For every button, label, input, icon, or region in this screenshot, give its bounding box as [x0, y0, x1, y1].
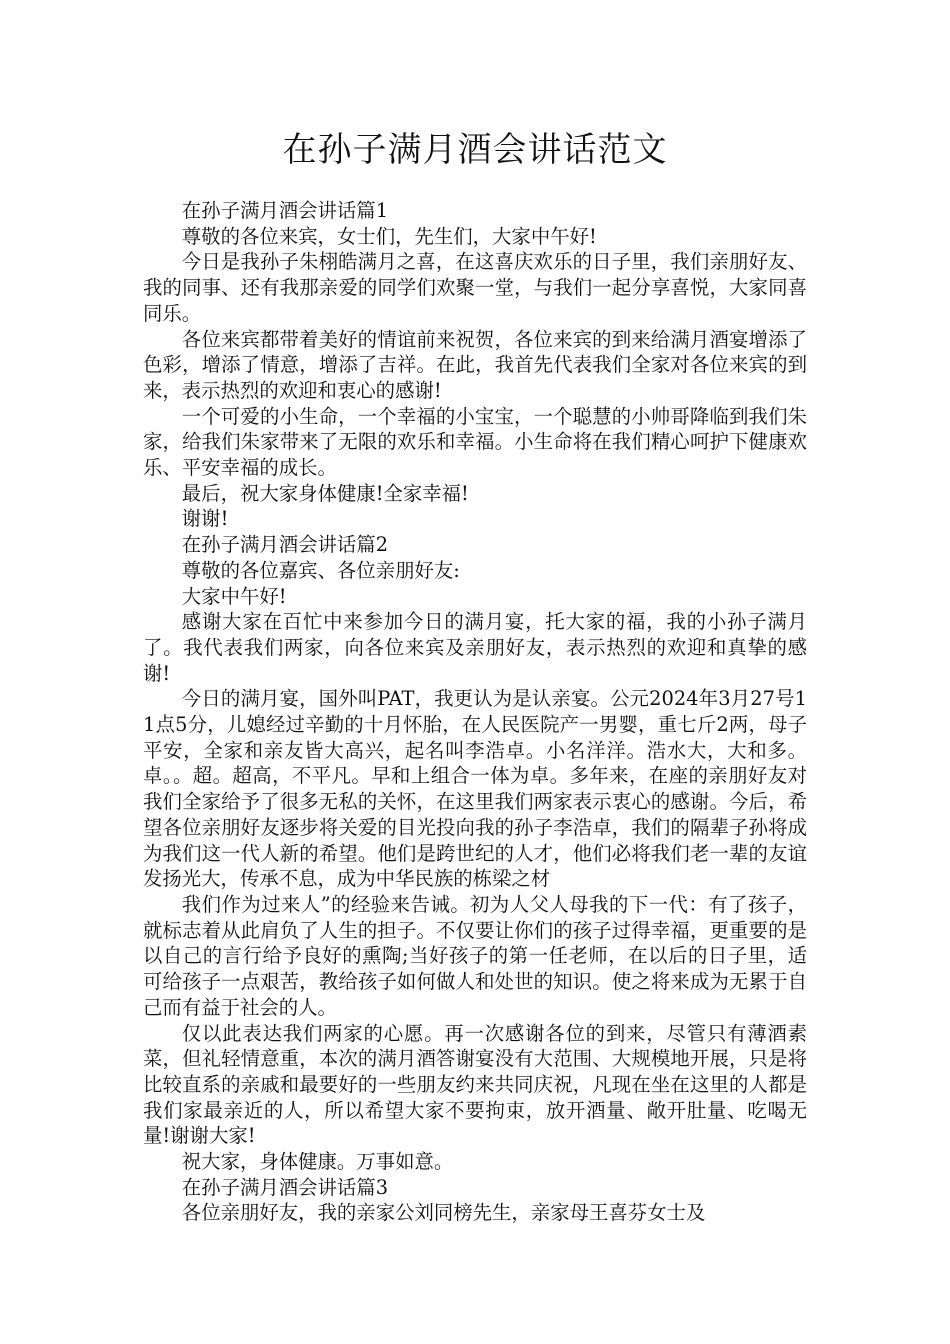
- paragraph: 感谢大家在百忙中来参加今日的满月宴，托大家的福，我的小孙子满月了。我代表我们两家，向各位来宾及亲朋好友，表示热烈的欢迎和真挚的感谢!: [143, 610, 807, 685]
- section-heading-2: 在孙子满月酒会讲话篇2: [181, 533, 389, 557]
- paragraph: 一个可爱的小生命，一个幸福的小宝宝，一个聪慧的小帅哥降临到我们朱家，给我们朱家带来了无限的欢乐和幸福。小生命将在我们精心呵护下健康欢乐、平安幸福的成长。: [143, 404, 807, 480]
- section-heading-3: 在孙子满月酒会讲话篇3: [181, 1175, 389, 1199]
- paragraph: 各位亲朋好友，我的亲家公刘同榜先生，亲家母王喜芬女士及: [181, 1201, 706, 1225]
- paragraph: 今日的满月宴，国外叫PAT，我更认为是认亲宴。公元2024年3月27号11点5分，儿媳经过辛勤的十月怀胎，在人民医院产一男婴，重七斤2两，母子平安，全家和亲友皆大高兴，起名叫李浩卓。小名洋洋。浩水大，大和多。卓。。超。超高，不平凡。早和上组合一体为卓。多年来，在座的亲朋好友对我们全家给予了很多无私的关怀，在这里我们两家表示衷心的感谢。今后，希望各位亲朋好友逐步将关爱的目光投向我的孙子李浩卓，我们的隔辈子孙将成为我们这一代人新的希望。他们是跨世纪的人才，他们必将我们老一辈的友谊发扬光大，传承不息，成为中华民族的栋梁之材: [143, 687, 807, 891]
- paragraph: 今日是我孙子朱栩皓满月之喜，在这喜庆欢乐的日子里，我们亲朋好友、我的同事、还有我那亲爱的同学们欢聚一堂，与我们一起分享喜悦，大家同喜同乐。: [143, 250, 807, 325]
- paragraph: 我们作为过来人”的经验来告诫。初为人父人母我的下一代：有了孩子，就标志着从此肩负了人生的担子。不仅要让你们的孩子过得幸福，更重要的是以自己的言行给予良好的熏陶;当好孩子的第一任老师，在以后的日子里，适可给孩子一点艰苦，教给孩子如何做人和处世的知识。使之将来成为无累于自己而有益于社会的人。: [143, 892, 807, 1019]
- paragraph: 仅以此表达我们两家的心愿。再一次感谢各位的到来，尽管只有薄酒素菜，但礼轻情意重，本次的满月酒答谢宴没有大范围、大规模地开展，只是将比较直系的亲戚和最要好的一些朋友约来共同庆祝，凡现在坐在这里的人都是我们家最亲近的人，所以希望大家不要拘束，放开酒量、敞开肚量、吃喝无量!谢谢大家!: [143, 1021, 807, 1148]
- paragraph: 最后，祝大家身体健康!全家幸福!: [181, 481, 469, 505]
- paragraph: 各位来宾都带着美好的情谊前来祝贺，各位来宾的到来给满月酒宴增添了色彩，增添了情意，增添了吉祥。在此，我首先代表我们全家对各位来宾的到来，表示热烈的欢迎和衷心的感谢!: [143, 327, 807, 402]
- paragraph: 谢谢!: [181, 507, 229, 531]
- document-body: [143, 198, 807, 1226]
- paragraph: 尊敬的各位嘉宾、各位亲朋好友:: [181, 558, 460, 582]
- paragraph: 尊敬的各位来宾，女士们，先生们，大家中午好!: [181, 224, 597, 248]
- paragraph: 大家中午好!: [181, 584, 287, 608]
- section-heading-1: 在孙子满月酒会讲话篇1: [181, 199, 389, 222]
- paragraph: 祝大家，身体健康。万事如意。: [181, 1150, 454, 1174]
- document-title: 在孙子满月酒会讲话范文: [282, 130, 668, 170]
